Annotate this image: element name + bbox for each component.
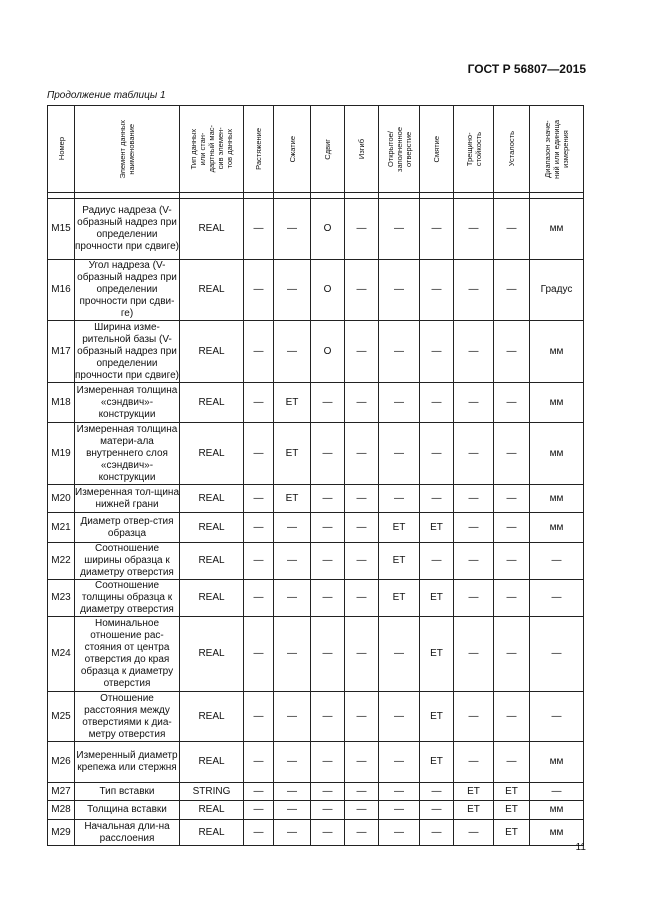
applicability-cell: — bbox=[420, 801, 454, 820]
applicability-cell: ET bbox=[494, 801, 530, 820]
element-name: Измеренный диаметр крепежа или стержня bbox=[75, 742, 180, 783]
element-name: Начальная дли-на расслоения bbox=[75, 820, 180, 846]
row-number: M29 bbox=[48, 820, 75, 846]
applicability-cell: — bbox=[494, 423, 530, 485]
applicability-cell: — bbox=[420, 783, 454, 801]
row-number: M24 bbox=[48, 617, 75, 692]
table-row bbox=[48, 742, 584, 783]
table-row bbox=[48, 692, 584, 742]
applicability-cell: — bbox=[379, 783, 420, 801]
applicability-cell: ET bbox=[454, 801, 494, 820]
applicability-cell: — bbox=[420, 423, 454, 485]
applicability-cell: — bbox=[379, 742, 420, 783]
applicability-cell: — bbox=[494, 485, 530, 513]
header-label: Смятие bbox=[432, 135, 441, 163]
header-cell bbox=[454, 106, 494, 193]
applicability-cell: — bbox=[379, 617, 420, 692]
header-cell bbox=[494, 106, 530, 193]
applicability-cell: — bbox=[244, 383, 274, 423]
applicability-cell: — bbox=[494, 742, 530, 783]
data-type: REAL bbox=[180, 321, 244, 383]
header-cell bbox=[345, 106, 379, 193]
unit-cell: — bbox=[530, 543, 584, 580]
row-number: M27 bbox=[48, 783, 75, 801]
applicability-cell: — bbox=[244, 580, 274, 617]
applicability-cell: — bbox=[345, 199, 379, 260]
header-label: Номер bbox=[56, 137, 66, 161]
applicability-cell: — bbox=[379, 485, 420, 513]
unit-cell: — bbox=[530, 617, 584, 692]
row-number: M19 bbox=[48, 423, 75, 485]
applicability-cell: ET bbox=[379, 580, 420, 617]
table-row bbox=[48, 513, 584, 543]
unit-cell: мм bbox=[530, 513, 584, 543]
data-type: REAL bbox=[180, 820, 244, 846]
applicability-cell: ET bbox=[379, 543, 420, 580]
row-number: M23 bbox=[48, 580, 75, 617]
applicability-cell: — bbox=[454, 513, 494, 543]
applicability-cell: — bbox=[454, 742, 494, 783]
applicability-cell: — bbox=[494, 580, 530, 617]
element-name: Соотношение толщины образца к диаметру отверстия bbox=[75, 580, 180, 617]
row-number: M18 bbox=[48, 383, 75, 423]
table-row bbox=[48, 260, 584, 321]
applicability-cell: — bbox=[274, 742, 311, 783]
applicability-cell: — bbox=[244, 321, 274, 383]
table-row bbox=[48, 485, 584, 513]
applicability-cell: ET bbox=[420, 742, 454, 783]
element-name: Измеренная толщина «сэндвич»-конструкции bbox=[75, 383, 180, 423]
applicability-cell: — bbox=[345, 383, 379, 423]
applicability-cell: — bbox=[244, 742, 274, 783]
applicability-cell: — bbox=[379, 321, 420, 383]
header-label: Трещино- стойкость bbox=[464, 131, 483, 167]
table-row bbox=[48, 820, 584, 846]
row-number: M21 bbox=[48, 513, 75, 543]
applicability-cell: — bbox=[244, 485, 274, 513]
data-type: REAL bbox=[180, 383, 244, 423]
applicability-cell: ET bbox=[494, 820, 530, 846]
element-name: Измеренная толщина матери-ала внутреннего слоя «сэндвич»-конструкции bbox=[75, 423, 180, 485]
header-cell bbox=[274, 106, 311, 193]
applicability-cell: — bbox=[274, 801, 311, 820]
table-row bbox=[48, 801, 584, 820]
applicability-cell: — bbox=[274, 260, 311, 321]
header-row bbox=[48, 106, 584, 193]
applicability-cell: — bbox=[244, 513, 274, 543]
applicability-cell: — bbox=[274, 617, 311, 692]
element-name: Отношение расстояния между отверстиями к диа-метру отверстия bbox=[75, 692, 180, 742]
applicability-cell: O bbox=[311, 321, 345, 383]
applicability-cell: — bbox=[454, 617, 494, 692]
table-row bbox=[48, 383, 584, 423]
unit-cell: — bbox=[530, 692, 584, 742]
applicability-cell: — bbox=[345, 513, 379, 543]
table-row bbox=[48, 543, 584, 580]
header-label: Сдвиг bbox=[323, 138, 332, 160]
applicability-cell: — bbox=[454, 423, 494, 485]
data-type: REAL bbox=[180, 617, 244, 692]
applicability-cell: — bbox=[379, 383, 420, 423]
unit-cell: Градус bbox=[530, 260, 584, 321]
applicability-cell: — bbox=[379, 423, 420, 485]
applicability-cell: — bbox=[379, 801, 420, 820]
applicability-cell: — bbox=[311, 617, 345, 692]
unit-cell: мм bbox=[530, 485, 584, 513]
applicability-cell: — bbox=[494, 199, 530, 260]
applicability-cell: — bbox=[244, 617, 274, 692]
applicability-cell: — bbox=[244, 820, 274, 846]
unit-cell: мм bbox=[530, 801, 584, 820]
unit-cell: мм bbox=[530, 423, 584, 485]
header-label: Диапазон значе- ний или единица измерения bbox=[543, 119, 570, 179]
applicability-cell: ET bbox=[420, 617, 454, 692]
header-label: Открытое/ заполненное отверстие bbox=[385, 126, 413, 172]
applicability-cell: — bbox=[345, 801, 379, 820]
header-cell bbox=[420, 106, 454, 193]
applicability-cell: — bbox=[311, 820, 345, 846]
applicability-cell: — bbox=[420, 543, 454, 580]
applicability-cell: ET bbox=[420, 513, 454, 543]
header-cell bbox=[48, 106, 75, 193]
element-name: Диаметр отвер-стия образца bbox=[75, 513, 180, 543]
applicability-cell: — bbox=[494, 617, 530, 692]
applicability-cell: — bbox=[345, 617, 379, 692]
applicability-cell: — bbox=[345, 742, 379, 783]
applicability-cell: — bbox=[420, 485, 454, 513]
applicability-cell: ET bbox=[274, 383, 311, 423]
applicability-cell: ET bbox=[274, 485, 311, 513]
row-number: M15 bbox=[48, 199, 75, 260]
unit-cell: мм bbox=[530, 820, 584, 846]
header-label: Тип данных или стан- дартный мас- сив элемен- тов данных bbox=[189, 125, 234, 173]
element-name: Угол надреза (V-образный надрез при определении прочности при сдви-ге) bbox=[75, 260, 180, 321]
row-number: M22 bbox=[48, 543, 75, 580]
applicability-cell: — bbox=[345, 820, 379, 846]
applicability-cell: — bbox=[244, 801, 274, 820]
applicability-cell: — bbox=[494, 513, 530, 543]
applicability-cell: — bbox=[311, 783, 345, 801]
data-type: REAL bbox=[180, 742, 244, 783]
applicability-cell: — bbox=[454, 580, 494, 617]
applicability-cell: — bbox=[311, 801, 345, 820]
applicability-cell: — bbox=[454, 383, 494, 423]
applicability-cell: — bbox=[311, 423, 345, 485]
applicability-cell: ET bbox=[494, 783, 530, 801]
table-row bbox=[48, 580, 584, 617]
applicability-cell: — bbox=[311, 543, 345, 580]
header-label: Сжатие bbox=[287, 135, 297, 163]
element-name: Ширина изме-рительной базы (V-образный надрез при определении прочности при сдвиге) bbox=[75, 321, 179, 381]
table-body bbox=[48, 199, 584, 846]
applicability-cell: — bbox=[494, 543, 530, 580]
applicability-cell: — bbox=[244, 199, 274, 260]
applicability-cell: — bbox=[274, 199, 311, 260]
data-type: REAL bbox=[180, 199, 244, 260]
applicability-cell: — bbox=[274, 513, 311, 543]
header-cell bbox=[530, 106, 584, 193]
applicability-cell: — bbox=[420, 260, 454, 321]
applicability-cell: — bbox=[379, 820, 420, 846]
data-type: STRING bbox=[180, 783, 244, 801]
applicability-cell: — bbox=[345, 485, 379, 513]
applicability-cell: — bbox=[454, 692, 494, 742]
row-number: M17 bbox=[48, 321, 75, 383]
data-type: REAL bbox=[180, 801, 244, 820]
data-type: REAL bbox=[180, 260, 244, 321]
header-cell bbox=[244, 106, 274, 193]
element-name: Измеренная тол-щина нижней грани bbox=[75, 485, 180, 513]
header-label: Элемент данных наименование bbox=[118, 119, 136, 179]
element-name: Номинальное отношение рас-стояния от центра отверстия до края образца к диаметру отверстия bbox=[75, 617, 180, 692]
applicability-cell: — bbox=[454, 260, 494, 321]
applicability-cell: — bbox=[494, 383, 530, 423]
applicability-cell: — bbox=[420, 199, 454, 260]
applicability-cell: — bbox=[494, 260, 530, 321]
applicability-cell: — bbox=[494, 692, 530, 742]
unit-cell: мм bbox=[530, 199, 584, 260]
row-number: M28 bbox=[48, 801, 75, 820]
applicability-cell: — bbox=[311, 383, 345, 423]
applicability-cell: ET bbox=[420, 580, 454, 617]
applicability-cell: — bbox=[345, 543, 379, 580]
data-type: REAL bbox=[180, 513, 244, 543]
table-row bbox=[48, 617, 584, 692]
header-cell bbox=[75, 106, 180, 193]
applicability-cell: — bbox=[311, 580, 345, 617]
applicability-cell: — bbox=[274, 580, 311, 617]
applicability-cell: — bbox=[311, 692, 345, 742]
unit-cell: мм bbox=[530, 321, 584, 383]
data-type: REAL bbox=[180, 580, 244, 617]
applicability-cell: — bbox=[311, 513, 345, 543]
data-type: REAL bbox=[180, 692, 244, 742]
table-caption: Продолжение таблицы 1 bbox=[47, 90, 166, 101]
applicability-cell: — bbox=[454, 199, 494, 260]
data-type: REAL bbox=[180, 543, 244, 580]
unit-cell: мм bbox=[530, 383, 584, 423]
applicability-cell: — bbox=[244, 543, 274, 580]
applicability-cell: — bbox=[244, 260, 274, 321]
data-type: REAL bbox=[180, 485, 244, 513]
applicability-cell: ET bbox=[274, 423, 311, 485]
properties-table bbox=[47, 105, 584, 846]
row-number: M26 bbox=[48, 742, 75, 783]
table-row bbox=[48, 199, 584, 260]
row-number: M20 bbox=[48, 485, 75, 513]
header-label: Усталость bbox=[507, 131, 516, 167]
applicability-cell: ET bbox=[454, 783, 494, 801]
row-number: M25 bbox=[48, 692, 75, 742]
applicability-cell: ET bbox=[379, 513, 420, 543]
header-cell bbox=[180, 106, 244, 193]
applicability-cell: — bbox=[274, 783, 311, 801]
unit-cell: — bbox=[530, 783, 584, 801]
header-label: Растяжение bbox=[254, 128, 263, 170]
unit-cell: мм bbox=[530, 742, 584, 783]
element-name: Толщина вставки bbox=[75, 801, 180, 820]
applicability-cell: — bbox=[345, 423, 379, 485]
applicability-cell: — bbox=[454, 485, 494, 513]
applicability-cell: — bbox=[311, 485, 345, 513]
header-cell bbox=[311, 106, 345, 193]
header-label: Изгиб bbox=[357, 138, 366, 160]
element-name: Тип вставки bbox=[75, 783, 180, 801]
applicability-cell: — bbox=[379, 199, 420, 260]
applicability-cell: — bbox=[379, 692, 420, 742]
applicability-cell: — bbox=[494, 321, 530, 383]
table-row bbox=[48, 321, 584, 383]
table-row bbox=[48, 423, 584, 485]
table-row bbox=[48, 783, 584, 801]
applicability-cell: — bbox=[244, 783, 274, 801]
applicability-cell: — bbox=[345, 692, 379, 742]
applicability-cell: — bbox=[311, 742, 345, 783]
standard-code: ГОСТ Р 56807—2015 bbox=[467, 62, 586, 76]
applicability-cell: — bbox=[420, 820, 454, 846]
applicability-cell: — bbox=[345, 260, 379, 321]
applicability-cell: — bbox=[244, 692, 274, 742]
page-number: 11 bbox=[575, 842, 586, 853]
applicability-cell: — bbox=[420, 321, 454, 383]
applicability-cell: — bbox=[274, 321, 311, 383]
data-type: REAL bbox=[180, 423, 244, 485]
applicability-cell: — bbox=[420, 383, 454, 423]
applicability-cell: — bbox=[454, 820, 494, 846]
applicability-cell: — bbox=[274, 692, 311, 742]
unit-cell: — bbox=[530, 580, 584, 617]
applicability-cell: — bbox=[454, 543, 494, 580]
applicability-cell: — bbox=[345, 580, 379, 617]
applicability-cell: — bbox=[274, 820, 311, 846]
header-cell bbox=[379, 106, 420, 193]
applicability-cell: — bbox=[274, 543, 311, 580]
applicability-cell: — bbox=[454, 321, 494, 383]
applicability-cell: O bbox=[311, 260, 345, 321]
applicability-cell: ET bbox=[420, 692, 454, 742]
applicability-cell: — bbox=[345, 783, 379, 801]
applicability-cell: — bbox=[244, 423, 274, 485]
applicability-cell: O bbox=[311, 199, 345, 260]
element-name: Соотношение ширины образца к диаметру отверстия bbox=[75, 543, 180, 580]
applicability-cell: — bbox=[345, 321, 379, 383]
element-name: Радиус надреза (V-образный надрез при определении прочности при сдвиге) bbox=[75, 199, 180, 260]
applicability-cell: — bbox=[379, 260, 420, 321]
row-number: M16 bbox=[48, 260, 75, 321]
